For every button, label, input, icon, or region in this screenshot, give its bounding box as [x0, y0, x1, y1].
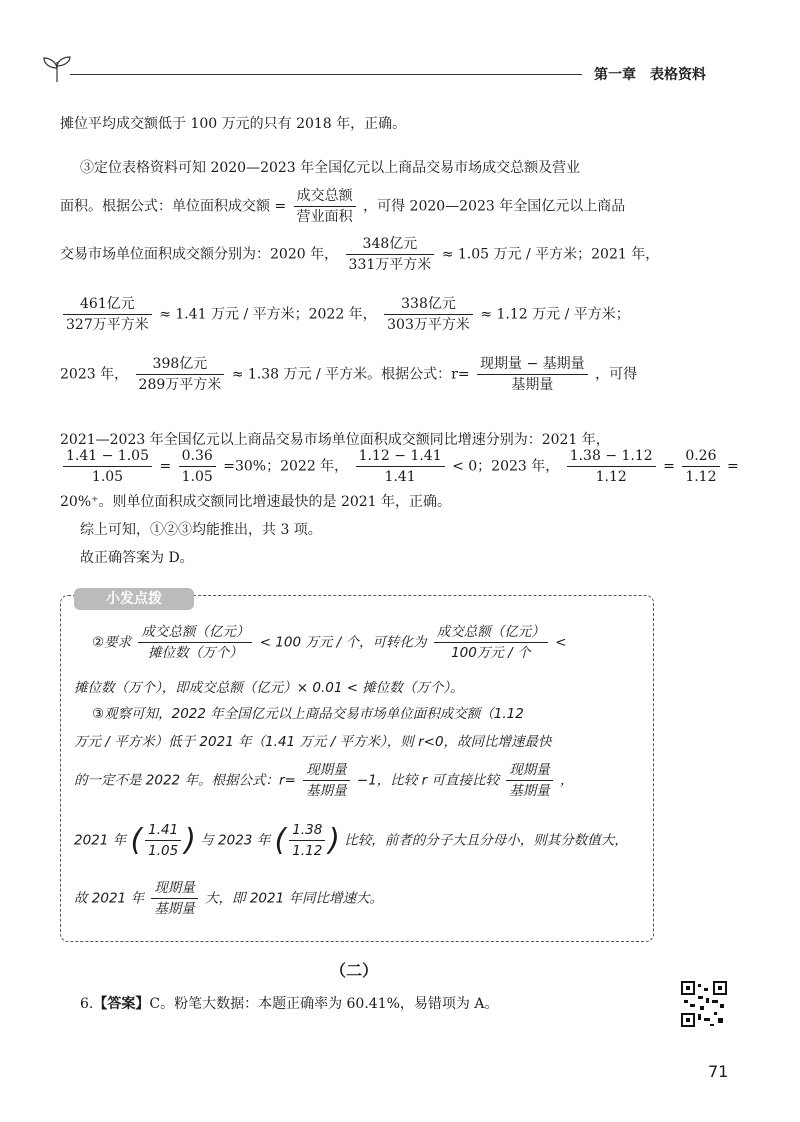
numerator: 成交总额（亿元） [138, 622, 252, 643]
denominator: 303万平方米 [387, 317, 470, 333]
text: 比较，前者的分子大且分母小，则其分数值大， [344, 832, 628, 849]
fraction [434, 622, 548, 663]
denominator: 基期量 [306, 783, 347, 799]
text: 面积。根据公式：单位面积成交额 = [60, 198, 287, 215]
question-number: 6. [80, 996, 94, 1012]
text: 2021 年 [74, 832, 127, 849]
fraction [356, 446, 445, 487]
text: < 0；2023 年， [452, 458, 560, 475]
numerator: 461亿元 [63, 294, 152, 315]
tip-line: ③观察可知，2022 年全国亿元以上商品交易市场单位面积成交额（1.12 [92, 706, 524, 722]
denominator: 1.12 [595, 469, 627, 485]
denominator: 1.41 [384, 469, 416, 485]
fraction [63, 446, 152, 487]
denominator: 1.12 [292, 843, 323, 859]
tip-line [74, 820, 628, 861]
text: = [159, 458, 172, 475]
text: =30%；2022 年， [223, 458, 349, 475]
denominator: 289万平方米 [138, 377, 222, 393]
denominator: 100万元 / 个 [451, 645, 531, 661]
denominator: 1.05 [148, 843, 179, 859]
paren: ) [184, 822, 196, 858]
numerator: 0.36 [179, 446, 216, 467]
fraction [289, 820, 325, 861]
text: 交易市场单位面积成交额分别为：2020 年， [60, 246, 339, 263]
fraction [151, 878, 198, 919]
fraction [294, 186, 356, 227]
tip-line [74, 878, 383, 919]
numerator: 398亿元 [136, 354, 225, 375]
text: 与 2023 年 [200, 832, 271, 849]
tip-line [74, 760, 574, 801]
text: ≈ 1.41 万元 / 平方米；2022 年， [159, 306, 377, 323]
numerator: 338亿元 [384, 294, 473, 315]
text: 大，即 2021 年同比增速大。 [205, 890, 383, 907]
text: ， [560, 772, 574, 789]
text: −1，比较 r 可直接比较 [356, 772, 499, 789]
denominator: 基期量 [509, 783, 550, 799]
numerator: 成交总额（亿元） [434, 622, 548, 643]
numerator: 现期量 [506, 760, 553, 781]
numerator: 现期量 [303, 760, 350, 781]
body-line: 综上可知，①②③均能推出，共 3 项。 [80, 522, 322, 538]
paren: ( [274, 822, 287, 858]
text: 的一定不是 2022 年。根据公式：r= [74, 772, 296, 789]
fraction [384, 294, 473, 335]
denominator: 1.12 [685, 469, 717, 485]
fraction [477, 354, 588, 395]
header-rule [70, 74, 582, 75]
denominator: 基期量 [154, 901, 195, 917]
text: ≈ 1.12 万元 / 平方米； [480, 306, 630, 323]
fraction [179, 446, 216, 487]
fraction [567, 446, 656, 487]
paren: ( [130, 822, 143, 858]
tip-line: 万元 / 平方米）低于 2021 年（1.41 万元 / 平方米），则 r<0，故同比增速最快 [74, 734, 552, 750]
body-line [60, 186, 625, 227]
text: ，可得 [595, 366, 638, 383]
body-line: 2021—2023 年全国亿元以上商品交易市场单位面积成交额同比增速分别为：2021 年， [60, 432, 610, 448]
fraction [303, 760, 350, 801]
tip-line: 摊位数（万个），即成交总额（亿元）× 0.01 < 摊位数（万个）。 [74, 680, 464, 696]
denominator: 1.05 [181, 469, 213, 485]
denominator: 331万平方米 [348, 257, 432, 273]
fraction [136, 354, 225, 395]
body-line: 故正确答案为 D。 [80, 550, 194, 566]
fraction [138, 622, 252, 663]
fraction [346, 234, 435, 275]
text: ②要求 [92, 634, 132, 651]
paren: ) [328, 822, 340, 858]
text: ≈ 1.38 万元 / 平方米。根据公式：r= [231, 366, 470, 383]
fraction [145, 820, 181, 861]
body-line [60, 294, 630, 335]
body-line [60, 234, 659, 275]
denominator: 327万平方米 [66, 317, 149, 333]
tip-line [92, 622, 566, 663]
chapter-title: 第一章 表格资料 [594, 67, 706, 83]
text: < 100 万元 / 个，可转化为 [259, 634, 427, 651]
answer-line [80, 994, 498, 1014]
numerator: 348亿元 [346, 234, 435, 255]
fraction [506, 760, 553, 801]
body-line: ③定位表格资料可知 2020—2023 年全国亿元以上商品交易市场成交总额及营业 [80, 160, 581, 176]
numerator: 1.12 − 1.41 [356, 446, 445, 467]
qr-code-icon[interactable] [680, 980, 728, 1028]
text: ，可得 2020—2023 年全国亿元以上商品 [363, 198, 626, 215]
numerator: 0.26 [682, 446, 719, 467]
numerator: 1.41 − 1.05 [63, 446, 152, 467]
body-line [60, 354, 637, 395]
denominator: 营业面积 [296, 209, 353, 225]
fraction [682, 446, 719, 487]
body-line: 20%⁺。则单位面积成交额同比增速最快的是 2021 年，正确。 [60, 494, 452, 510]
fraction [63, 294, 152, 335]
text: 2023 年， [60, 366, 129, 383]
body-line [60, 446, 739, 487]
text: 故 2021 年 [74, 890, 144, 907]
text: = [726, 458, 739, 475]
tip-title: 小发点拨 [74, 588, 194, 610]
answer-tag: 【答案】 [93, 996, 150, 1012]
numerator: 现期量 [151, 878, 198, 899]
text: < [555, 634, 567, 651]
body-line: 摊位平均成交额低于 100 万元的只有 2018 年，正确。 [60, 116, 407, 132]
section-title: （二） [330, 961, 379, 980]
answer-text: C。粉笔大数据：本题正确率为 60.41%，易错项为 A。 [149, 996, 499, 1012]
numerator: 1.41 [145, 820, 181, 841]
text: ≈ 1.05 万元 / 平方米；2021 年， [441, 246, 660, 263]
text: = [663, 458, 675, 475]
denominator: 1.05 [91, 469, 124, 485]
numerator: 1.38 [289, 820, 325, 841]
numerator: 成交总额 [294, 186, 356, 207]
leaf-icon [40, 54, 74, 84]
numerator: 现期量 − 基期量 [477, 354, 588, 375]
page-number: 71 [708, 1062, 729, 1081]
denominator: 摊位数（万个） [148, 645, 243, 661]
denominator: 基期量 [511, 377, 554, 393]
numerator: 1.38 − 1.12 [567, 446, 656, 467]
